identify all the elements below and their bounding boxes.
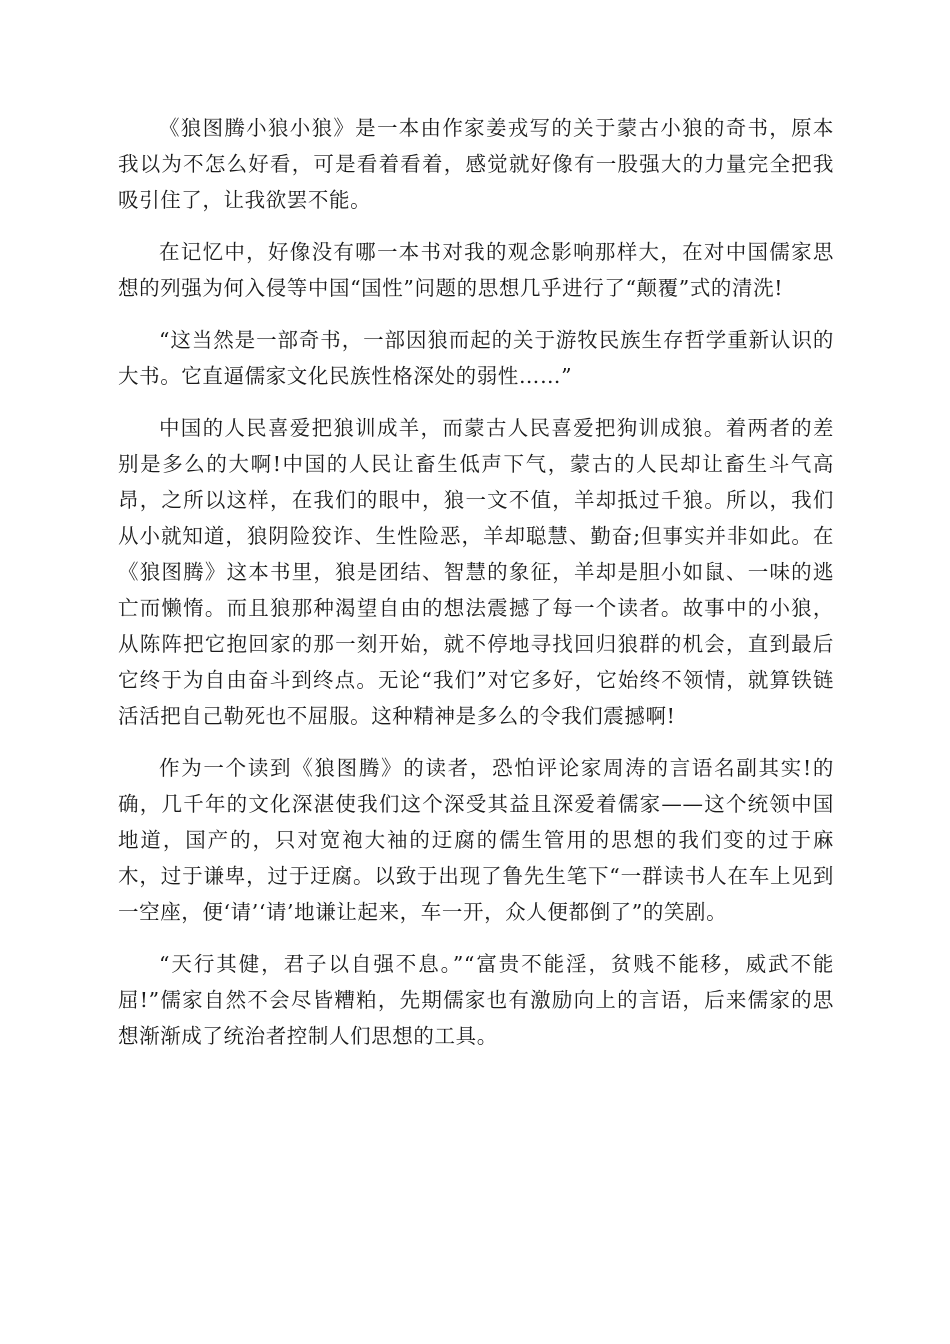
paragraph-2: 在记忆中，好像没有哪一本书对我的观念影响那样大，在对中国儒家思想的列强为何入侵等中国“国性”问题的思想几乎进行了“颠覆”式的清洗! xyxy=(118,240,834,300)
paragraph-1: 《狼图腾小狼小狼》是一本由作家姜戎写的关于蒙古小狼的奇书，原本我以为不怎么好看，可是看着看着，感觉就好像有一股强大的力量完全把我吸引住了，让我欲罢不能。 xyxy=(118,116,834,212)
paragraph-6: “天行其健，君子以自强不息。”“富贵不能淫，贫贱不能移，威武不能屈!”儒家自然不会尽皆糟粕，先期儒家也有激励向上的言语，后来儒家的思想渐渐成了统治者控制人们思想的工具。 xyxy=(118,952,834,1048)
document-body xyxy=(118,110,834,1070)
paragraph-5: 作为一个读到《狼图腾》的读者，恐怕评论家周涛的言语名副其实!的确，几千年的文化深湛使我们这个深受其益且深爱着儒家——这个统领中国地道，国产的，只对宽袍大袖的迂腐的儒生管用的思想的我们变的过于麻木，过于谦卑，过于迂腐。以致于出现了鲁先生笔下“一群读书人在车上见到一空座，便‘请’‘请’地谦让起来，车一开，众人便都倒了”的笑剧。 xyxy=(118,756,834,924)
paragraph-3: “这当然是一部奇书，一部因狼而起的关于游牧民族生存哲学重新认识的大书。它直逼儒家文化民族性格深处的弱性……” xyxy=(118,328,834,388)
paragraph-4: 中国的人民喜爱把狼训成羊，而蒙古人民喜爱把狗训成狼。着两者的差别是多么的大啊!中国的人民让畜生低声下气，蒙古的人民却让畜生斗气高昂，之所以这样，在我们的眼中，狼一文不值，羊却抵过千狼。所以，我们从小就知道，狼阴险狡诈、生性险恶，羊却聪慧、勤奋;但事实并非如此。在《狼图腾》这本书里，狼是团结、智慧的象征，羊却是胆小如鼠、一味的逃亡而懒惰。而且狼那种渴望自由的想法震撼了每一个读者。故事中的小狼，从陈阵把它抱回家的那一刻开始，就不停地寻找回归狼群的机会，直到最后它终于为自由奋斗到终点。无论“我们”对它多好，它始终不领情，就算铁链活活把自己勒死也不屈服。这种精神是多么的令我们震撼啊! xyxy=(118,416,834,728)
